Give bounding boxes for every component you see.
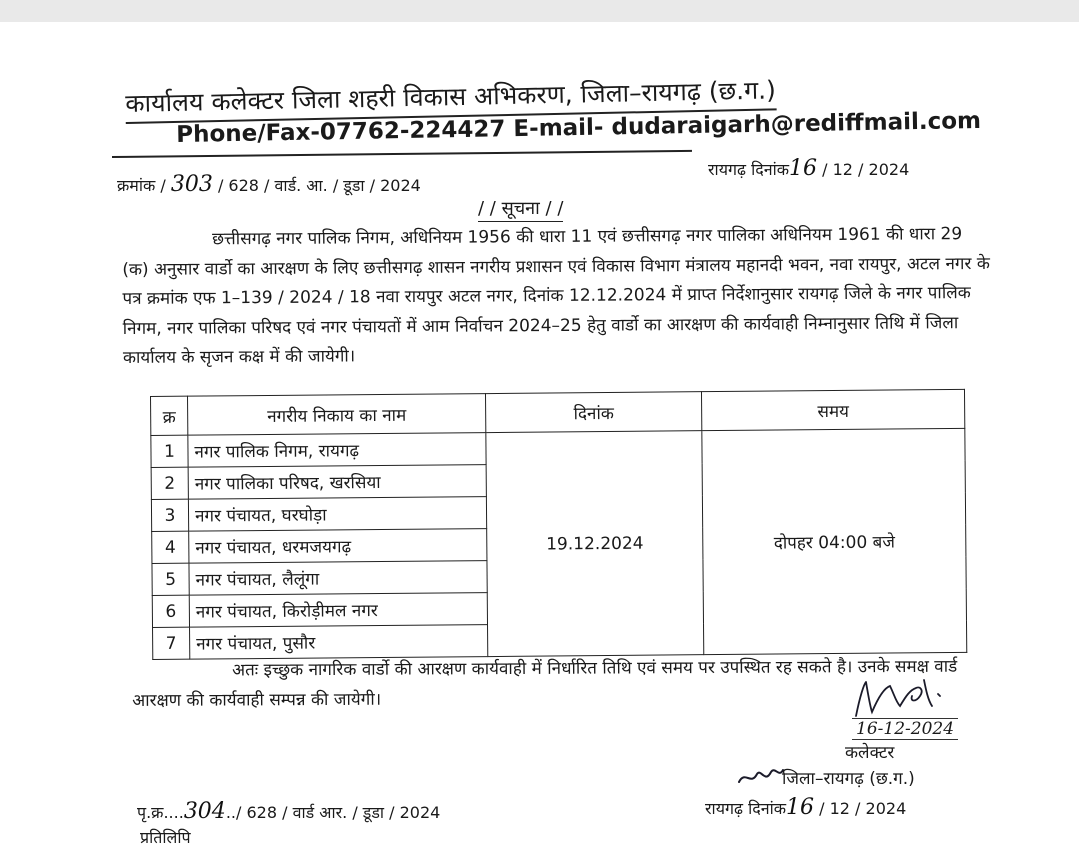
collector-designation: कलेक्टर xyxy=(845,743,895,763)
contact-line: Phone/Fax-07762-224427 E-mail- dudaraigarh@rediffmail.com xyxy=(176,107,982,148)
signature-scribble xyxy=(850,676,945,720)
collector-district: जिला–रायगढ़ (छ.ग.) xyxy=(782,769,915,789)
copy-to-heading: प्रतिलिपि xyxy=(140,828,191,847)
office-heading: कार्यालय कलेक्टर जिला शहरी विकास अभिकरण, जिला–रायगढ़ (छ.ग.) xyxy=(125,72,776,124)
initial-scribble-mark xyxy=(735,760,785,790)
reference-prefix: क्रमांक / xyxy=(117,176,166,195)
endorsement-prefix: पृ.क्र.... xyxy=(137,803,184,822)
row-body-name: नगर पंचायत, किरोड़ीमल नगर xyxy=(189,593,487,628)
ward-reservation-table xyxy=(150,389,967,660)
row-serial: 2 xyxy=(151,467,188,499)
endorsement-date-prefix: रायगढ़ दिनांक xyxy=(705,799,787,818)
body-paragraph-text: छत्तीसगढ़ नगर पालिक निगम, अधिनियम 1956 की धारा 11 एवं छत्तीसगढ़ नगर पालिका अधिनियम 1961 की धारा 29 (क) अनुसार वार्डो का आरक्षण के लिए छत्तीसगढ़ शासन नगरीय प्रशासन एवं विकास विभाग मंत्रालय महानदी भवन, नवा रायपुर, अटल नगर के पत्र क्रमांक एफ 1–139 / 2024 / 18 नवा रायपुर अटल नगर, दिनांक 12.12.2024 में प्राप्त निर्देशानुसार रायगढ़ जिले के नगर पालिक निगम, नगर पालिका परिषद एवं नगर पंचायतों में आम निर्वाचन 2024–25 हेतु वार्डो का आरक्षण की कार्यवाही निम्नानुसार तिथि में जिला कार्यालय के सृजन कक्ष में की जायेगी। xyxy=(122,224,990,368)
reference-number xyxy=(117,172,421,197)
date-prefix: रायगढ़ दिनांक xyxy=(708,160,790,179)
row-serial: 4 xyxy=(152,531,189,563)
table-row xyxy=(151,428,965,467)
date-handwritten-day: 16 xyxy=(789,156,818,181)
viewer-top-bar xyxy=(0,0,1079,22)
header-date: दिनांक xyxy=(485,392,701,433)
row-body-name: नगर पंचायत, धरमजयगढ़ xyxy=(189,529,487,564)
row-serial: 3 xyxy=(151,499,188,531)
letterhead-rule xyxy=(112,150,692,158)
endorsement-handwritten-number: 304 xyxy=(183,799,226,824)
closing-paragraph-text: अतः इच्छुक नागरिक वार्डो की आरक्षण कार्यवाही में निर्धारित तिथि एवं समय पर उपस्थित रह सकते है। उनके समक्ष वार्ड आरक्षण की कार्यवाही सम्पन्न की जायेगी। xyxy=(132,656,958,711)
endorsement-reference xyxy=(137,799,440,824)
reference-suffix: / 628 / वार्ड. आ. / डूडा / 2024 xyxy=(217,176,421,195)
row-serial: 1 xyxy=(151,435,188,467)
reservation-time: दोपहर 04:00 बजे xyxy=(702,428,967,654)
row-serial: 6 xyxy=(152,595,189,627)
row-serial: 5 xyxy=(152,563,189,595)
row-body-name: नगर पंचायत, घरघोड़ा xyxy=(188,497,486,532)
header-time: समय xyxy=(702,389,965,430)
row-body-name: नगर पंचायत, लैलूंगा xyxy=(189,561,487,596)
row-body-name: नगर पालिका परिषद, खरसिया xyxy=(188,465,486,500)
row-body-name: नगर पालिक निगम, रायगढ़ xyxy=(188,433,486,468)
date-line xyxy=(708,156,909,181)
collector-signature xyxy=(850,676,945,724)
header-serial: क्र xyxy=(151,396,188,435)
date-suffix: / 12 / 2024 xyxy=(822,160,910,179)
row-body-name: नगर पंचायत, पुसौर xyxy=(190,625,488,660)
notice-title: / / सूचना / / xyxy=(478,196,563,222)
endorsement-date-suffix: / 12 / 2024 xyxy=(819,799,907,818)
row-serial: 7 xyxy=(153,627,190,659)
endorsement-suffix: ../ 628 / वार्ड आर. / डूडा / 2024 xyxy=(225,803,441,822)
body-paragraph xyxy=(122,220,993,374)
signature-date: 16-12-2024 xyxy=(852,718,958,740)
header-body-name: नगरीय निकाय का नाम xyxy=(188,394,486,436)
initial-scribble xyxy=(735,760,785,794)
endorsement-date-line xyxy=(705,795,906,820)
endorsement-handwritten-day: 16 xyxy=(786,795,815,820)
reservation-date: 19.12.2024 xyxy=(486,431,704,657)
reference-handwritten-number: 303 xyxy=(170,172,213,197)
